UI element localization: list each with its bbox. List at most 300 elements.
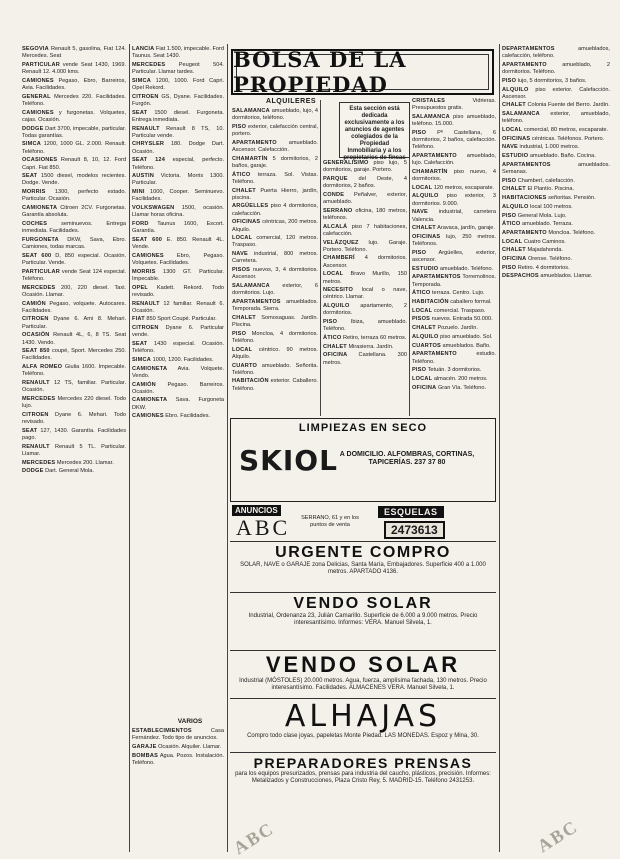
ad-text: amueblados. Semanas. [502,161,610,176]
ad-keyword: SEAT [22,173,38,180]
ad-keyword: SALAMANCA [502,111,540,118]
ad-keyword: GARAJE [132,743,157,750]
classified-ad [132,357,224,364]
classified-ad [132,253,224,267]
ad-keyword: SALAMANCA [232,282,270,289]
ad-text: vende Seat 124 especial. Teléfono. [22,268,126,282]
ad-keyword: HABITACIÓN [232,378,269,385]
ad-text: El Plantío. Piscina. [525,186,575,193]
classified-ad [323,319,407,333]
ad-text: Argüelles, exterior, ascensor. [412,249,496,264]
classified-ad [132,301,224,315]
ad-keyword: SIMCA [132,356,152,363]
abc-address: SERRANO, 61 y en los puntos de venta [301,515,359,528]
ad-keyword: MORRIS [22,189,46,196]
ad-text: D, 850 especial. Ocasión. Particular. Vende. [22,252,126,266]
ad-text: terraza. Sol. Vistas. Teléfono. [232,171,318,185]
ad-keyword: CAMIONETA [132,397,168,404]
ad-text: local 100 metros. [528,203,573,210]
ad-text: 1300, perfecto estado. Particular. Ocasión. [22,189,126,203]
ad-text: estudio. Teléfono. [412,351,496,365]
column-rule [499,44,500,852]
ad-text: 1200, 1000 GL. 2.000. Renault. Teléfono. [22,141,126,155]
classified-ad [232,140,318,154]
ad-keyword: LANCIA [132,46,155,52]
alhajas-title: ALHAJAS [284,699,442,734]
classified-ad [502,144,610,151]
ad-text: 1430 especial. Ocasión. Teléfono. [132,341,224,355]
ad-keyword: CHALET [232,314,256,321]
ad-keyword: DEPARTAMENTOS [502,46,555,52]
ad-keyword: MORRIS [132,268,156,275]
ad-text: céntricas, 200 metros. Alquilo. [232,219,318,233]
classified-ad [232,156,318,170]
classified-ad [132,325,224,339]
classified-ad [132,744,224,751]
classified-ad [132,316,224,323]
ad-text: Ibiza, amueblado. Teléfono. [323,319,407,333]
ad-keyword: OCASIONES [22,157,58,164]
classified-ad [412,299,496,306]
urgente-body: SOLAR, NAVE o GARAJE zona Delicias, Santa María, Embajadores. Superficie 400 a 1.000 metros. APARTADO 4136. [240,562,486,576]
ad-text: especial, perfecto. Teléfono. [132,157,224,171]
classified-ad [502,256,610,263]
ad-text: céntricas. Teléfonos. Portero. [530,135,605,142]
ad-text: Avia. Volquete. Vendo. [132,365,224,379]
abc-ad [230,505,496,539]
ad-text: amueblados. Llamar. [538,273,593,280]
ad-text: vende Seat 1430, 1969. Renault 12. 4.000 kms. [22,61,126,76]
ad-text: Fiat 1.500, impecable. Ford Taunus. Seat 1430. [132,46,224,60]
notice-box: Esta sección está dedicada exclusivamente a los anuncios de agentes colegiados de la Propiedad Inmobiliaria y a los propietarios de fincas [339,102,410,158]
ad-keyword: ALQUILO [412,333,439,340]
classified-ad [22,205,126,219]
ad-keyword: LOCAL [412,375,433,382]
ad-text: 1000, 1200. Facilidades. [151,356,214,363]
ad-text: 1500 diesel, modelos recientes. Dodge. Vende. [22,173,126,187]
classified-ad [232,124,318,138]
classified-ad [412,193,496,207]
classified-ad [232,251,318,265]
ad-text: Pegaso, volquete. Autocares. Facilidades. [22,300,126,314]
ad-text: piso amueblado. Sol. [438,333,493,340]
ad-text: Ocasión. Alquiler. Llamar. [156,743,222,750]
ad-keyword: NECESITO [323,287,354,294]
classified-ad [323,303,407,317]
ad-text: 120 metros, escaparate. [432,184,495,191]
classified-ad [232,283,318,297]
ad-text: Kadett. Rekord. Todo revisado. [132,284,224,298]
column-2-varios [132,728,224,848]
classified-ad [412,185,496,192]
ad-text: amueblado. Baño. Cocina. [528,153,596,160]
ad-text: Moncloa. Teléfono. [546,229,596,236]
classified-ad [323,352,407,366]
ad-keyword: FORD [132,220,149,227]
ad-text: Agua. Pozos. Instalación. Teléfono. [132,752,224,766]
ad-keyword: MINI [132,189,145,196]
classified-ad [232,172,318,186]
ad-text: piso nuevo, 4 dormitorios. [412,168,496,183]
ad-keyword: SEAT [22,427,38,434]
classified-ad [502,153,610,160]
classified-ad [132,173,224,187]
classified-ad [132,728,224,742]
ad-text: General Mola. Lujo. [516,212,567,219]
ad-text: Taunus 1600, Escort. Garantía. [132,220,224,235]
skiol-heading: LIMPIEZAS EN SECO [298,422,428,434]
classified-ad [22,237,126,251]
ad-text: terraza. Centro. Lujo. [430,290,485,297]
ad-text: local o nave, céntrico. Llamar. [323,287,407,301]
classified-ad [132,382,224,396]
ad-keyword: LOCAL [232,346,253,353]
ad-keyword: DODGE [22,125,44,132]
ad-text: Casa Fernández. Todo tipo de anuncios. [132,728,224,742]
classified-ad [132,141,224,155]
classified-ad [22,348,126,362]
classified-ad [412,130,496,152]
vendo-solar-title-1: VENDO SOLAR [293,595,433,612]
ad-text: Retiro, terraza 60 metros. [341,334,407,341]
section-header-box [231,49,494,95]
ad-keyword: SEAT 600 [22,252,52,259]
ad-keyword: CAMIONES [22,109,54,116]
ad-keyword: PISO [502,177,517,184]
ad-text: Dyane 6. Particular vende. [132,325,224,339]
ad-keyword: CONDE [323,191,345,198]
classified-ad [132,189,224,203]
classified-ad [502,78,610,85]
ad-keyword: CHALET [232,187,256,194]
ad-keyword: CHALET [412,225,436,232]
ad-text: industrial, carretera Valencia. [412,209,496,223]
ad-keyword: OFICINAS [412,233,441,240]
column-rule [320,100,321,416]
ad-keyword: CITROEN [22,411,49,418]
alhajas-ad [230,698,496,756]
classified-ad [502,178,610,185]
classified-ad [22,253,126,267]
ad-keyword: ARGÜELLES [232,203,269,210]
classified-ad [502,162,610,176]
ad-text: apartamento, 2 dormitorios. [323,303,407,317]
ad-keyword: SEAT 600 [132,236,163,243]
classified-ad [323,287,407,301]
ad-keyword: SEAT [132,109,148,116]
ad-keyword: CUARTO [232,362,258,369]
abc-watermark: ABC [229,817,278,859]
ad-keyword: LOCAL [412,184,433,191]
classified-ad [502,127,610,134]
classified-ad [22,126,126,140]
ad-keyword: LOCAL [232,235,253,242]
ad-keyword: OFICINAS [502,135,531,142]
ad-text: amueblado. Teléfono. [438,265,494,272]
ad-text: Colonia Fuente del Berro. Jardín. [525,102,610,109]
ad-keyword: RENAULT [132,300,160,307]
ad-keyword: CHAMARTÍN [412,168,448,175]
ad-text: 200, 220 diesel. Taxi. Ocasión. Llamar. [22,284,126,298]
ad-keyword: ESTABLECIMIENTOS [132,728,192,734]
ad-keyword: APARTAMENTOS [232,298,281,305]
ad-keyword: ÁTICO [232,171,251,178]
classified-ad [323,160,407,174]
ad-text: 1500, ocasión. Llamar horas oficina. [132,205,224,219]
classified-ad [22,189,126,203]
classified-ad [502,204,610,211]
ad-keyword: AUSTIN [132,173,155,180]
classified-ad [22,78,126,92]
ad-keyword: APARTAMENTOS [412,274,461,281]
column-rule [227,44,228,852]
ad-text: 850 Sport Coupé. Particular. [144,316,217,323]
ad-keyword: CUARTOS [412,342,441,349]
ad-text: 1300 GT. Particular. Impecable. [132,268,224,282]
classified-ad [323,224,407,238]
classified-ad [412,250,496,264]
classified-ad [22,468,126,475]
ad-keyword: CAMIONETA [132,365,168,372]
classified-ad [412,343,496,350]
ad-keyword: FIAT [132,316,145,323]
ad-keyword: SALAMANCA [232,108,270,114]
ad-text: 5 dormitorios, 2 baños, garaje. [232,155,318,169]
ad-keyword: CHAMARTÍN [232,155,268,162]
ad-text: Puerta Hierro, jardín, piscina. [232,187,318,201]
ad-text: piso 4 dormitorios, calefacción. [232,203,318,217]
ad-text: Dyane 6. Ami 8. Mehari. Particular. [22,316,126,330]
classified-ad [132,237,224,251]
ad-keyword: PISOS [412,316,431,323]
classified-ad [502,239,610,246]
ad-text: Castellana. 300 metros. [323,352,407,366]
ad-keyword: PISO [502,212,517,219]
ad-keyword: APARTAMENTO [502,61,547,68]
ad-text: nuevos. Entrada 50.000. [430,316,493,323]
ad-text: amueblado, lujo. Calefacción. [412,152,496,167]
ad-text: Renault 8 TS, 10. Particular vende. [132,125,224,139]
ad-text: y furgonetas. Volquetes, cajas. Ocasión. [22,109,126,123]
ad-keyword: BOMBAS [132,752,159,759]
ad-text: Vidrieras. Presupuestos gratis. [412,98,496,112]
abc-logo: ABC [236,515,291,540]
classified-ad [232,188,318,202]
ad-keyword: RENAULT [22,443,50,450]
ad-keyword: CHALET [323,343,347,350]
ad-text: Dart 3700, impecable, particular. Todas garantías. [22,125,126,139]
classified-ad [502,273,610,280]
ad-keyword: NAVE [412,209,428,216]
classified-ad [22,380,126,394]
classified-ad [412,290,496,297]
classified-ad [502,186,610,193]
classified-ad [132,753,224,767]
ad-keyword: PARTICULAR [22,268,60,275]
ad-text: DKW, Sava, Ebro. Camiones, todas marcas. [22,236,126,251]
classified-ad [412,266,496,273]
classified-ad [22,396,126,410]
ad-keyword: LOCAL [323,271,344,278]
ad-text: Cuatro Caminos. [522,238,566,245]
ad-text: almacén. 200 metros. [432,375,488,382]
ad-text: oficina, 180 metros, teléfonos. [323,207,407,221]
ad-text: 12 familiar. Renault 6. Ocasión. [132,300,224,314]
classified-ad [22,364,126,378]
classified-ad [502,102,610,109]
ad-keyword: ESTUDIO [502,153,529,160]
ad-text: comercial, 120 metros. Traspaso. [232,235,318,249]
ad-text: Mirasierra. Jardín. [346,343,394,350]
classified-ad [232,108,318,122]
classified-ad [502,230,610,237]
ad-keyword: CAMIONES [132,413,164,420]
classified-ad [22,173,126,187]
classified-ad [323,208,407,222]
ad-keyword: PISO [232,123,247,130]
ad-text: amueblado, 2 dormitorios. Teléfono. [502,61,610,76]
ad-text: 1500 diesel. Furgoneta. Entrega inmediata. [132,109,224,123]
ad-keyword: RENAULT [132,125,160,132]
classified-ad [412,367,496,374]
ad-text: lujo. Garaje. Portero. Teléfono. [323,239,407,253]
ad-keyword: ALQUILO [502,203,529,210]
ad-keyword: CRISTALES [412,98,446,104]
ad-text: Peñalver, exterior, amueblado. [323,191,407,206]
ad-keyword: APARTAMENTO [232,139,277,146]
ad-keyword: PARQUE [323,175,348,182]
classified-ad [502,111,610,125]
skiol-brand: SKIOL [239,444,338,477]
ad-keyword: APARTAMENTO [502,229,547,236]
ad-text: 1000, Cooper. Seminuevo. Facilidades. [132,189,224,203]
column-5 [412,98,496,418]
classified-ad [22,94,126,108]
urgente-title: URGENTE COMPRO [275,544,451,561]
abc-phone: 2473613 [384,521,445,539]
ad-text: Renault 8, 10, 12. Ford Capri. Fiat 850. [22,157,126,171]
vendo-solar-body-1: Industrial, Ordenanza 23, Julián Camarillo. Superficie de 6.000 a 9.000 metros. Precio interesantísimo. Informes: VERA. Manuel Silvela, 1. [248,613,478,627]
ad-text: lujo, 250 metros. Teléfonos. [412,233,496,248]
classified-ad [22,285,126,299]
skiol-details: A DOMICILIO. ALFOMBRAS, CORTINAS, TAPICERÍAS. 237 37 80 [339,451,475,466]
classified-ad [132,366,224,380]
ad-keyword: MERCEDES [22,395,56,402]
ad-keyword: APARTAMENTO [412,351,457,358]
ad-text: del Oeste, 4 dormitorios, 2 baños. [323,175,407,190]
ad-keyword: NAVE [502,144,518,151]
ad-text: Victoria. Morris 1300. Particular. [132,173,224,187]
ad-text: céntrico. 90 metros. Alquilo. [232,346,318,360]
alquileres-heading: ALQUILERES [265,98,317,105]
ad-keyword: MERCEDES [22,459,56,466]
ad-text: amueblados. Temporada. Sierra. [232,298,318,313]
vendo-solar-ad-1 [230,592,496,654]
ad-text: Ebro, Pegaso. Volquetes. Facilidades. [132,252,224,266]
classified-ad [22,269,126,283]
ad-text: 12 TS, familiar. Particular. Ocasión. [22,380,126,394]
classified-ad [22,316,126,330]
ad-text: industrial, 1.000 metros. [517,144,580,151]
classified-ad [132,413,224,420]
ad-keyword: ÁTICO [323,334,342,341]
ad-keyword: OFICINAS [232,219,261,226]
classified-ad [22,62,126,76]
ad-text: Pº Castellana, 6 dormitorios, 2 baños, calefacción. Teléfono. [412,129,496,151]
ad-text: comercial. Traspaso. [432,307,486,314]
section-title: BOLSA DE LA PROPIEDAD [233,47,407,97]
ad-keyword: ALQUILO [502,86,529,93]
column-1 [22,46,126,848]
classified-ad [22,110,126,124]
classified-ad [132,285,224,299]
ad-text: exterior, amueblado, teléfono. [502,111,610,125]
classified-ad [323,192,407,206]
ad-keyword: OPEL [132,284,149,291]
classified-ad [22,428,126,442]
ad-keyword: CITROEN [22,316,49,323]
ad-keyword: CAMIÓN [132,381,156,388]
ad-keyword: ÁTICO [502,221,521,228]
ad-text: piso 7 habitaciones, calefacción. [323,223,407,237]
ad-text: Orense. Teléfono. [526,256,573,263]
classified-ad [412,385,496,392]
abc-anuncios-label: ANUNCIOS [232,505,281,516]
ad-keyword: CAMIONETA [22,205,58,212]
ad-text: piso exterior, 3 dormitorios. 9.000. [412,193,496,207]
preparadores-title: PREPARADORES PRENSAS [253,755,473,771]
ad-text: amueblados, calefacción, teléfono. [502,46,610,60]
alhajas-body: Compro todo clase joyas, papeletas Monte Piedad. LAS MONEDAS. Espoz y Mina, 30. [247,733,479,739]
ad-keyword: ALQUILO [412,193,439,200]
ad-text: Dyane 6. Mehari. Todo revisado. [22,411,126,426]
ad-text: Somosaguas. Jardín. Piscina. [232,314,318,328]
classified-ad [412,114,496,128]
ad-keyword: OFICINA [323,352,348,359]
ad-text: exterior, 6 dormitorios. Lujo. [232,282,318,297]
ad-keyword: PISOS [232,267,251,274]
ad-text: E. 850. Renault 4L. Vende. [132,236,224,251]
vendo-solar-ad-2 [230,650,496,694]
classified-ad [412,316,496,323]
ad-keyword: PARTICULAR [22,61,60,68]
classified-ad [232,347,318,361]
ad-text: Bravo Murillo, 150 metros. [323,271,407,285]
classified-ad [132,221,224,235]
ad-keyword: OFICINA [502,256,527,263]
ad-keyword: CHAMBERÍ [323,255,355,262]
classified-ad [132,78,224,92]
classified-ad [132,126,224,140]
ad-text: Peugeot 504. Particular. Llamar tardes. [132,61,224,76]
ad-text: Pegaso, Ebro, Barreiros, Avia. Facilidades. [22,77,126,92]
ad-text: Moncloa, 4 dormitorios. Teléfono. [232,330,318,344]
ad-keyword: GENERALÍSIMO [323,160,369,166]
classified-ad [412,274,496,288]
ad-keyword: OFICINA [412,384,437,391]
ad-keyword: ÁTICO [412,290,431,297]
classified-ad [323,176,407,190]
ad-text: Mercedes 220 diesel. Todo lujo. [22,395,126,410]
ad-text: Torremolinos. Temporada. [412,274,496,288]
ad-keyword: ESTUDIO [412,265,439,272]
ad-keyword: SIMCA [22,141,42,148]
classified-ad [132,62,224,76]
classified-ad [22,412,126,426]
ad-keyword: CAMIONES [22,77,54,84]
ad-text: Citroen 2CV. Furgonetas. Garantía absoluta. [22,205,126,219]
classified-ad [412,308,496,315]
